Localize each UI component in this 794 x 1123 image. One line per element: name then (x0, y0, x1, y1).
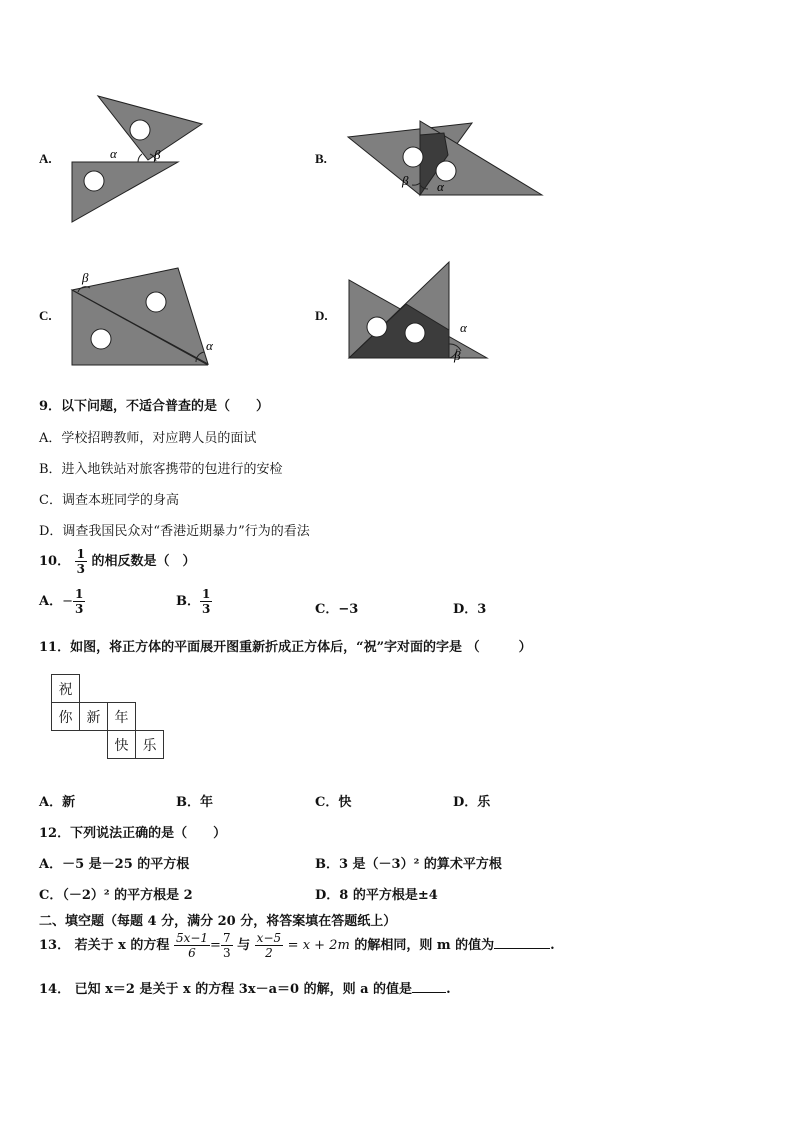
angle-alpha-d: α (460, 320, 467, 335)
q13-stem: 13． 若关于 x 的方程 $\frac{5x-1}{6}$ = $\frac{7}{3}$ 与 $\frac{x-5}{2}$ = x + 2m 的解相同，则 m 的值为 . (39, 931, 555, 960)
option-b-label: B. (315, 151, 327, 166)
q12-option-a: A．－5 是－25 的平方根 (39, 857, 190, 872)
answer-blank[interactable] (412, 980, 446, 993)
figure-d (340, 256, 510, 366)
q9-option-c: C．调查本班同学的身高 (39, 493, 179, 508)
q12-stem: 12．下列说法正确的是（ ） (39, 826, 227, 841)
net-cell: 祝 (52, 675, 80, 703)
q11-option-d: D．乐 (453, 795, 491, 810)
option-c-label: C. (39, 308, 52, 323)
q11-stem: 11．如图，将正方体的平面展开图重新折成正方体后，“祝”字对面的字是 （ ） (39, 640, 532, 655)
section-heading: 二、填空题（每题 4 分，满分 20 分，将答案填在答题纸上） (39, 914, 397, 929)
option-a-label: A. (39, 151, 52, 166)
angle-alpha-b: α (437, 179, 444, 194)
q12-option-c: C．（－2）² 的平方根是 2 (39, 888, 193, 903)
q12-option-b: B．3 是（－3）² 的算术平方根 (315, 857, 502, 872)
figure-b (340, 115, 550, 205)
angle-beta-c: β (82, 270, 89, 285)
q11-option-a: A．新 (39, 795, 76, 810)
angle-alpha-c: α (206, 338, 213, 353)
q11-option-b: B．年 (176, 795, 213, 810)
angle-alpha-a: α (110, 146, 117, 161)
answer-blank[interactable] (494, 936, 550, 949)
q12-option-d: D．8 的平方根是±4 (315, 888, 438, 903)
net-cell: 快 (108, 731, 136, 759)
q11-option-c: C．快 (315, 795, 352, 810)
net-cell: 年 (108, 703, 136, 731)
angle-beta-b: β (402, 173, 409, 188)
q10-option-c: C．−3 (315, 602, 359, 617)
q10-option-b: B． $\frac{1}{3}$ (176, 587, 211, 616)
q10-option-a: A．− $\frac{1}{3}$ (39, 587, 84, 616)
option-d-label: D. (315, 308, 328, 323)
net-cell: 新 (80, 703, 108, 731)
q10-stem: 10． $\frac{1}{3}$ 的相反数是（ ） (39, 547, 196, 576)
cube-net (51, 674, 164, 759)
q9-stem: 9．以下问题，不适合普查的是（ ） (39, 399, 270, 414)
angle-beta-d: β (454, 348, 461, 363)
angle-beta-a: β (154, 147, 161, 162)
net-cell: 你 (52, 703, 80, 731)
q9-option-a: A．学校招聘教师，对应聘人员的面试 (39, 431, 257, 446)
q10-fraction: $\frac{1}{3}$ (76, 547, 85, 576)
q10-option-d: D．3 (453, 602, 487, 617)
q14-stem: 14． 已知 x＝2 是关于 x 的方程 3x－a＝0 的解，则 a 的值是 . (39, 982, 451, 997)
figure-a (60, 88, 220, 228)
figure-c (60, 262, 230, 372)
net-cell: 乐 (136, 731, 164, 759)
q9-option-d: D．调查我国民众对“香港近期暴力”行为的看法 (39, 524, 310, 539)
q9-option-b: B．进入地铁站对旅客携带的包进行的安检 (39, 462, 283, 477)
